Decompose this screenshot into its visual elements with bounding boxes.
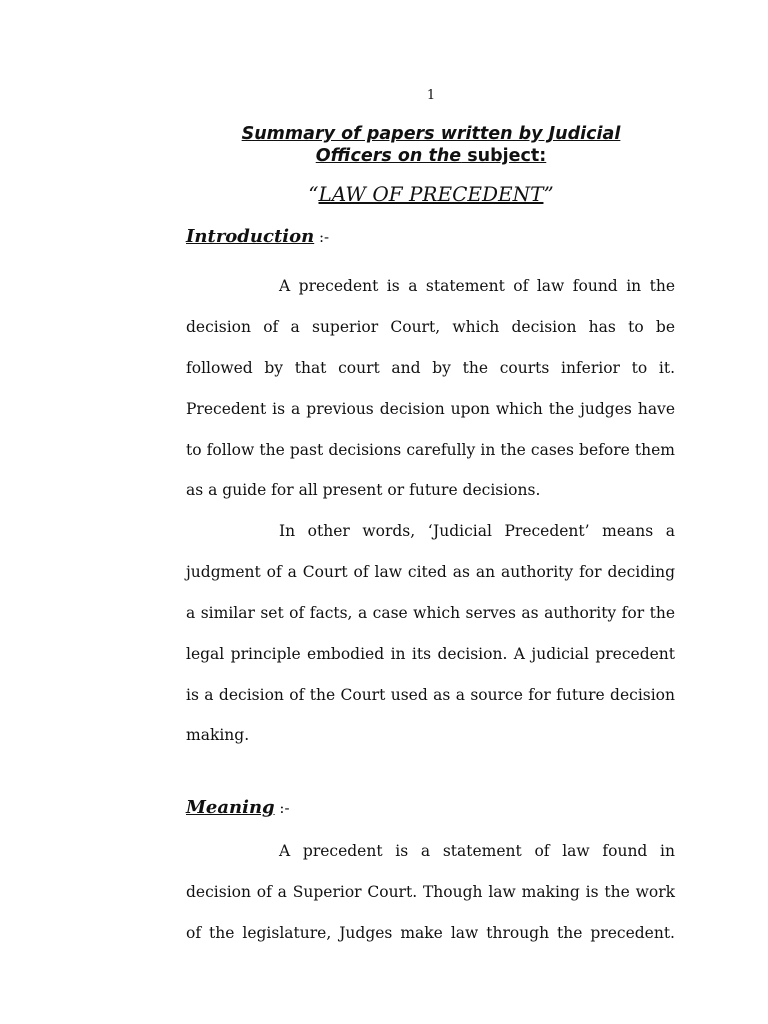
paragraph-line: making.	[186, 726, 250, 745]
paragraph-line: is a decision of the Court used as a source for future decision	[186, 685, 675, 704]
paragraph-line: a similar set of facts, a case which serves as authority for the	[186, 603, 675, 622]
paragraph-line: legal principle embodied in its decision. A judicial precedent	[186, 644, 675, 663]
meaning-heading-suffix: :-	[274, 799, 290, 817]
paragraph-line: decision of a superior Court, which decision has to be	[186, 317, 675, 336]
meaning-heading-text: Meaning	[186, 797, 275, 818]
meaning-heading	[186, 797, 290, 818]
paragraph-line: followed by that court and by the courts inferior to it.	[186, 358, 675, 377]
subject-open-quote: “	[308, 182, 319, 206]
document-title	[186, 123, 676, 167]
paragraph-line: In other words, ‘Judicial Precedent’ means a	[279, 522, 675, 540]
page-number: 1	[426, 88, 436, 103]
paragraph-line: to follow the past decisions carefully in the cases before them	[186, 440, 675, 459]
subject-close-quote: ”	[543, 182, 554, 206]
paragraph-line: A precedent is a statement of law found in the	[279, 277, 675, 295]
paragraph-line: A precedent is a statement of law found in	[279, 842, 675, 860]
paragraph-line: as a guide for all present or future decisions.	[186, 481, 541, 500]
introduction-paragraph-1	[186, 266, 675, 511]
introduction-heading-text: Introduction	[186, 226, 315, 247]
meaning-paragraph-1	[186, 831, 675, 954]
title-line-2-italic: Officers on the	[315, 146, 462, 166]
paragraph-line: judgment of a Court of law cited as an authority for deciding	[186, 562, 675, 581]
title-line-2-upright: subject:	[461, 146, 547, 166]
paragraph-line: Precedent is a previous decision upon which the judges have	[186, 399, 675, 418]
paragraph-line: decision of a Superior Court. Though law making is the work	[186, 882, 675, 901]
title-line-1: Summary of papers written by Judicial	[241, 124, 621, 144]
subject-text: LAW OF PRECEDENT	[318, 182, 544, 206]
introduction-heading	[186, 226, 329, 247]
subject-heading	[186, 182, 676, 206]
introduction-paragraph-2	[186, 511, 675, 756]
introduction-heading-suffix: :-	[314, 228, 330, 246]
paragraph-line: of the legislature, Judges make law through the precedent.	[186, 923, 675, 942]
